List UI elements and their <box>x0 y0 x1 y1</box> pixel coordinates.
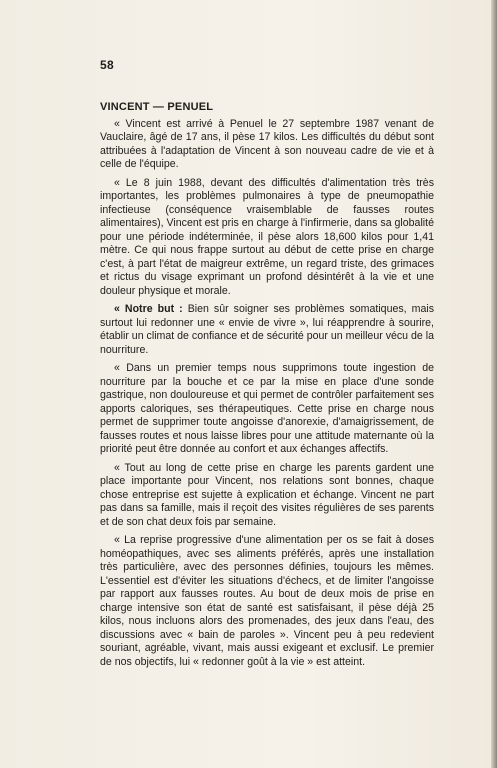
paragraph <box>100 177 434 299</box>
page-number: 58 <box>100 58 114 72</box>
paragraph <box>100 534 434 669</box>
paragraph-text: Bien sûr soigner ses problèmes somatiques, mais surtout lui redonner une « envie de vivre », lui réapprendre à sourire, établir un climat de confiance et de sécurité pour un meilleur vécu de la nourriture. <box>100 303 434 356</box>
paragraph-text: « Vincent est arrivé à Penuel le 27 septembre 1987 venant de Vauclaire, âgé de 17 ans, il pèse 17 kilos. Les difficultés du début sont attribuées à l'adaptation de Vincent à son nouveau cadre de vie et à celle de l'équipe. <box>100 117 434 170</box>
paragraph-text: « Le 8 juin 1988, devant des difficultés d'alimentation très très importantes, les problèmes pulmonaires à type de pneumopathie infectieuse (conséquence vraisemblable de fausses routes alimentaires), Vincent est pris en charge à l'infirmerie, dans sa globalité pour une période indéterminée, il pèse alors 18,600 kilos pour 1,41 mètre. Ce qui nous frappe surtout au début de cette prise en charge c'est, à part l'état de maigreur extrême, un regard triste, des grimaces et rictus du visage exprimant un profond désintérêt à la vie et une douleur physique et morale. <box>100 176 434 297</box>
paragraph-text: « Tout au long de cette prise en charge les parents gardent une place importante pour Vincent, nos relations sont bonnes, chaque chose entreprise est sujette à explication et échange. Vincent ne part pas dans sa famille, mais il reçoit des visites régulières de ses parents et de son chat deux fois par semaine. <box>100 461 434 528</box>
paragraph-lead: « Notre but : <box>114 303 183 315</box>
article-body <box>100 101 434 674</box>
paragraph <box>100 118 434 172</box>
book-spine-shadow <box>491 0 497 768</box>
section-heading: VINCENT — PENUEL <box>100 101 214 113</box>
paragraph <box>100 303 434 357</box>
paragraph-text: « La reprise progressive d'une alimentation per os se fait à doses homéopathiques, avec ses aliments préférés, après une installation très particulière, avec des personnes définies, toujours les mêmes. L'essentiel est d'éviter les situations d'échecs, et de limiter l'angoisse par rapport aux fausses routes. Au bout de deux mois de prise en charge intensive son état de santé est satisfaisant, il pèse déjà 25 kilos, nous incluons alors des promenades, des jeux dans l'eau, des discussions avec « bain de paroles ». Vincent peu à peu redevient souriant, agréable, vivant, mais aussi exigeant et exclusif. Le premier de nos objectifs, lui « redonner goût à la vie » est atteint. <box>100 534 434 668</box>
paragraph <box>100 362 434 457</box>
paragraph-text: « Dans un premier temps nous supprimons toute ingestion de nourriture par la bouche et ce par la mise en place d'une sonde gastrique, non douloureuse et qui permet de contrôler parfaitement ses apports caloriques, ses thérapeutiques. Cette prise en charge nous permet de supprimer toute angoisse d'anorexie, d'amaigrissement, de fausses routes et nous laisse libres pour une attitude maternante où la priorité peut être donnée au confort et aux échanges affectifs. <box>100 362 434 455</box>
paragraph <box>100 462 434 530</box>
